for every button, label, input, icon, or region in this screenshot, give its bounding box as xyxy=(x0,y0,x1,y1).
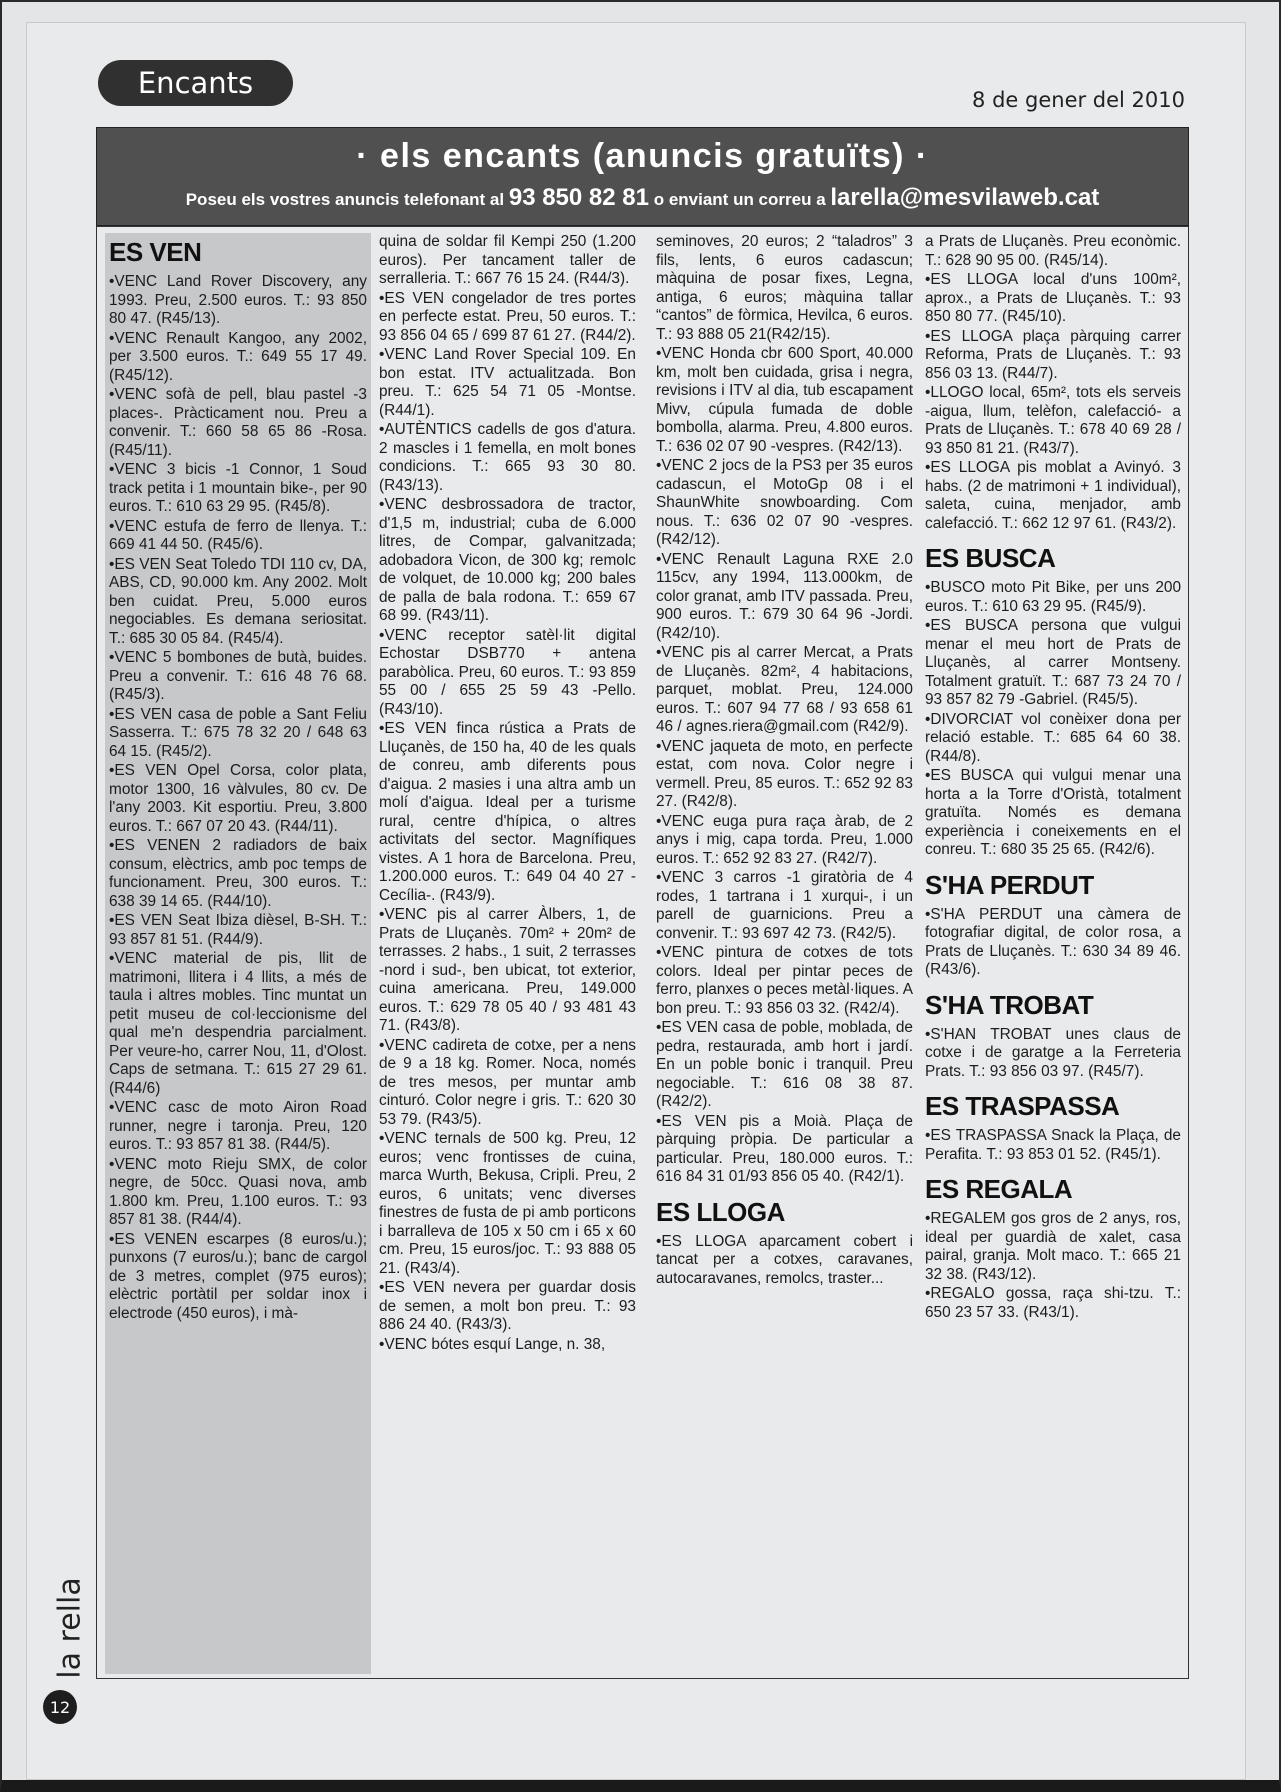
classified-ad: •ES LLOGA plaça pàrquing carrer Reforma, Prats de Lluçanès. T.: 93 856 03 13. (R44/7). xyxy=(925,327,1181,382)
column-1 xyxy=(105,233,371,1674)
classified-ad: •VENC pis al carrer Mercat, a Prats de Lluçanès. 82m², 4 habitacions, parquet, moblat. Preu, 124.000 euros. T.: 607 94 77 68 / 93 658 61 46 / agnes.riera@gmail.com (R42/9). xyxy=(656,644,913,735)
classified-ad: •LLOGO local, 65m², tots els serveis -aigua, llum, telèfon, calefacció- a Prats de Lluçanès. T.: 678 40 69 28 / 93 850 81 21. (R43/7). xyxy=(925,384,1181,457)
publication-brand xyxy=(50,1578,90,1678)
classified-ad: •VENC 3 carros -1 giratòria de 4 rodes, 1 tartrana i 1 xurqui-, i un parell de guarnicions. Preu a convenir. T.: 93 697 42 73. (R42/5). xyxy=(656,869,913,942)
banner-sub-middle: o enviant un correu a xyxy=(653,190,826,209)
classified-ad: •ES VEN congelador de tres portes en perfecte estat. Preu, 50 euros. T.: 93 856 04 65 / 699 87 61 27. (R44/2). xyxy=(379,289,636,344)
classified-ad: •VENC Renault Kangoo, any 2002, per 3.500 euros. T.: 649 55 17 49. (R45/12). xyxy=(109,329,367,384)
classified-ad: •S'HA PERDUT una càmera de fotografiar digital, de color rosa, a Prats de Lluçanès. T.: 630 34 89 46. (R43/6). xyxy=(925,905,1181,978)
classified-ad: •VENC casc de moto Airon Road runner, negre i taronja. Preu, 120 euros. T.: 93 857 81 38. (R44/5). xyxy=(109,1099,367,1153)
category-heading: ES VEN xyxy=(109,237,202,267)
classified-ad: •ES VENEN escarpes (8 euros/u.); punxons (7 euros/u.); banc de cargol de 3 metres, complet (975 euros); elèctric portàtil per soldar inox i electrode (450 euros), i mà- xyxy=(109,1230,367,1322)
classified-ad: •ES BUSCA qui vulgui menar una horta a la Torre d'Oristà, totalment gratuïta. Només es demana experiència i coneixements en el conreu. T.: 680 35 25 65. (R42/6). xyxy=(925,767,1181,858)
classified-ad: •VENC moto Rieju SMX, de color negre, de 50cc. Quasi nova, amb 1.800 km. Preu, 1.100 euros. T.: 93 857 81 38. (R44/4). xyxy=(109,1155,367,1228)
column-2 xyxy=(379,233,636,1674)
classified-ad: •VENC material de pis, llit de matrimoni, llitera i 4 llits, a més de taula i altres mobles. Tinc muntat un petit museu de col·leccionisme del qual me'n despendria parcialment. Per veure-ho, carrer Nou, 11, d'Olost. Caps de setmana. T.: 615 27 29 61. (R44/6) xyxy=(109,950,367,1097)
classified-ad: •ES VEN finca rústica a Prats de Lluçanès, de 150 ha, 40 de les quals de conreu, amb diferents pous d'aigua. 2 masies i una altra amb un molí d'aigua. Ideal per a turisme rural, centre d'hípica, o altres activitats del sector. Magnífiques vistes. A 1 hora de Barcelona. Preu, 1.200.000 euros. T.: 649 04 40 27 -Cecília-. (R43/9). xyxy=(379,720,636,904)
classifieds-body xyxy=(96,226,1189,1679)
classified-ad: •ES LLOGA local d'uns 100m², aprox., a Prats de Lluçanès. T.: 93 850 80 77. (R45/10). xyxy=(925,271,1181,325)
classified-ad: •VENC Land Rover Discovery, any 1993. Preu, 2.500 euros. T.: 93 850 80 47. (R45/13). xyxy=(109,273,367,327)
classified-ad: •VENC jaqueta de moto, en perfecte estat, com nova. Color negre i vermell. Preu, 85 euros. T.: 652 92 83 27. (R42/8). xyxy=(656,737,913,810)
classified-ad: •S'HAN TROBAT unes claus de cotxe i de garatge a la Ferreteria Prats. T.: 93 856 03 97. (R45/7). xyxy=(925,1025,1181,1080)
classified-ad: •ES VEN Seat Ibiza dièsel, B-SH. T.: 93 857 81 51. (R44/9). xyxy=(109,912,367,948)
classified-ad: •ES VEN nevera per guardar dosis de semen, a molt bon preu. T.: 93 886 24 40. (R43/3). xyxy=(379,1279,636,1333)
classified-ad: •ES VEN pis a Moià. Plaça de pàrquing pròpia. De particular a particular. Preu, 180.000 euros. T.: 616 84 31 01/93 856 05 40. (R42/1). xyxy=(656,1112,913,1185)
classified-ad: •VENC Land Rover Special 109. En bon estat. ITV actualitzada. Bon preu. T.: 625 54 71 05 -Montse. (R44/1). xyxy=(379,346,636,419)
classified-ad: •VENC Honda cbr 600 Sport, 40.000 km, molt ben cuidada, grisa i negra, revisions i ITV al dia, tub escapament Mivv, cúpula fumada de doble bombolla, alarma. Preu, 4.800 euros. T.: 636 02 07 90 -vespres. (R42/13). xyxy=(656,345,913,455)
classified-ad: •VENC pis al carrer Àlbers, 1, de Prats de Lluçanès. 70m² + 20m² de terrasses. 2 habs., 1 suit, 2 terrasses -nord i sud-, ben ubicat, tot exterior, cuina americana. Preu, 149.000 euros. T.: 629 78 05 40 / 93 481 43 71. (R43/8). xyxy=(379,906,636,1034)
classified-ad: •ES VEN casa de poble, moblada, de pedra, restaurada, amb hort i jardí. En un poble bonic i tranquil. Preu negociable. T.: 616 08 38 87. (R42/2). xyxy=(656,1019,913,1110)
classified-ad: •VENC estufa de ferro de llenya. T.: 669 41 44 50. (R45/6). xyxy=(109,517,367,553)
section-label xyxy=(98,60,293,106)
classified-ad: •VENC 5 bombones de butà, buides. Preu a convenir. T.: 616 48 76 68. (R45/3). xyxy=(109,649,367,703)
classified-ad: seminoves, 20 euros; 2 “taladros” 3 fils, lents, 6 euros cadascun; màquina de posar fixes, Legna, antiga, 6 euros; màquina tallar “cantos” de fòrmica, Hevilca, 6 euros. T.: 93 888 05 21(R42/15). xyxy=(656,233,913,343)
classified-ad: •VENC euga pura raça àrab, de 2 anys i mig, capa torda. Preu, 1.000 euros. T.: 652 92 83 27. (R42/7). xyxy=(656,812,913,867)
column-4 xyxy=(925,233,1181,1674)
section-label-text: Encants xyxy=(137,66,254,100)
classified-ad: •ES VEN Opel Corsa, color plata, motor 1300, 16 vàlvules, 80 cv. De l'any 2003. Kit esportiu. Preu, 3.800 euros. T.: 667 07 20 43. (R44/11). xyxy=(109,762,367,835)
classified-ad: •VENC Renault Laguna RXE 2.0 115cv, any 1994, 113.000km, de color granat, amb ITV passada. Preu, 900 euros. T.: 679 30 64 96 -Jordi. (R42/10). xyxy=(656,550,913,642)
banner-phone: 93 850 82 81 xyxy=(508,184,649,211)
banner-title: · els encants (anuncis gratuïts) · xyxy=(356,137,929,175)
column-3 xyxy=(656,233,913,1674)
classified-ad: •VENC receptor satèl·lit digital Echostar DSB770 + antena parabòlica. Preu, 60 euros. T.: 93 859 55 00 / 655 25 59 43 -Pello. (R43/10). xyxy=(379,626,636,718)
classified-ad: •VENC pintura de cotxes de tots colors. Ideal per pintar peces de ferro, planxes o peces metàl·liques. A bon preu. T.: 93 856 03 32. (R42/4). xyxy=(656,944,913,1017)
classified-ad: •VENC sofà de pell, blau pastel -3 places-. Pràcticament nou. Preu a convenir. T.: 660 58 65 86 -Rosa. (R45/11). xyxy=(109,386,367,459)
classified-ad: •VENC desbrossadora de tractor, d'1,5 m, industrial; cuba de 6.000 litres, de Compar, galvanitzada; adobadora Vicon, de 300 kg; remolc de volquet, de 10.000 kg; 200 bales de palla de bala rodona. T.: 659 67 68 99. (R43/11). xyxy=(379,496,636,624)
classified-ad: •VENC 2 jocs de la PS3 per 35 euros cadascun, el MotoGp 08 i el ShaunWhite snowboarding. Com nous. T.: 636 02 07 90 -vespres. (R42/12). xyxy=(656,457,913,548)
category-heading: ES TRASPASSA xyxy=(925,1091,1120,1121)
banner-subtitle xyxy=(97,184,1188,212)
issue-date: 8 de gener del 2010 xyxy=(972,88,1185,112)
classified-ad: •VENC ternals de 500 kg. Preu, 12 euros; venc frontisses de cuina, marca Wurth, Bekusa, Cripli. Preu, 2 euros, 6 unitats; venc diverses finestres de fusta de pi amb porticons i barralleva de 105 x 50 cm i 65 x 60 cm. Preu, 15 euros/joc. T.: 93 888 05 21. (R43/4). xyxy=(379,1130,636,1277)
classified-ad: •ES LLOGA pis moblat a Avinyó. 3 habs. (2 de matrimoni + 1 individual), saleta, cuina, menjador, amb calefacció. T.: 662 12 97 61. (R43/2). xyxy=(925,459,1181,532)
category-heading: ES BUSCA xyxy=(925,543,1056,573)
publication-brand-text: la rella xyxy=(52,1577,88,1679)
classified-ad: •ES TRASPASSA Snack la Plaça, de Perafita. T.: 93 853 01 52. (R45/1). xyxy=(925,1127,1181,1163)
banner-sub-prefix: Poseu els vostres anuncis telefonant al xyxy=(185,190,505,209)
classified-ad: •BUSCO moto Pit Bike, per uns 200 euros. T.: 610 63 29 95. (R45/9). xyxy=(925,579,1181,615)
classified-ad: •ES VENEN 2 radiadors de baix consum, elèctrics, amb poc temps de funcionament. Preu, 300 euros. T.: 638 39 14 65. (R44/10). xyxy=(109,837,367,910)
classified-ad: •AUTÈNTICS cadells de gos d'atura. 2 mascles i 1 femella, en molt bones condicions. T.: 665 93 30 80. (R43/13). xyxy=(379,421,636,494)
classified-ad: •VENC bótes esquí Lange, n. 38, xyxy=(379,1335,606,1353)
page-number xyxy=(43,1690,77,1724)
category-heading: ES REGALA xyxy=(925,1174,1073,1204)
classified-ad: quina de soldar fil Kempi 250 (1.200 euros). Per tancament taller de serralleria. T.: 667 76 15 24. (R44/3). xyxy=(379,233,636,287)
classified-ad: •REGALEM gos gros de 2 anys, ros, ideal per guardià de xalet, casa pairal, granja. Molt maco. T.: 665 21 32 38. (R43/12). xyxy=(925,1210,1181,1283)
classified-ad: •VENC 3 bicis -1 Connor, 1 Soud track petita i 1 mountain bike-, per 90 euros. T.: 610 63 29 95. (R45/8). xyxy=(109,461,367,515)
banner-email: larella@mesvilaweb.cat xyxy=(830,184,1100,211)
category-heading: S'HA PERDUT xyxy=(925,869,1094,900)
classifieds-banner xyxy=(96,127,1189,226)
category-heading: ES LLOGA xyxy=(656,1196,785,1227)
classified-ad: •DIVORCIAT vol conèixer dona per relació estable. T.: 685 64 60 38. (R44/8). xyxy=(925,710,1181,765)
classified-ad: •ES VEN casa de poble a Sant Feliu Sasserra. T.: 675 78 32 20 / 648 63 64 15. (R45/2). xyxy=(109,705,367,760)
classified-ad: •VENC cadireta de cotxe, per a nens de 9 a 18 kg. Romer. Noca, només de tres mesos, per muntar amb cinturó. Color negre i gris. T.: 620 30 53 79. (R43/5). xyxy=(379,1036,636,1128)
category-heading: S'HA TROBAT xyxy=(925,989,1094,1020)
classified-ad: a Prats de Lluçanès. Preu econòmic. T.: 628 90 95 00. (R45/14). xyxy=(925,233,1181,269)
page-number-text: 12 xyxy=(49,1697,71,1717)
classified-ad: •REGALO gossa, raça shi-tzu. T.: 650 23 57 33. (R43/1). xyxy=(925,1285,1181,1321)
classified-ad: •ES LLOGA aparcament cobert i tancat per a cotxes, caravanes, autocaravanes, remolcs, traster... xyxy=(656,1232,913,1287)
classified-ad: •ES BUSCA persona que vulgui menar el meu hort de Prats de Lluçanès, al carrer Montseny. Totalment gratuït. T.: 687 73 24 70 / 93 857 82 79 -Gabriel. (R45/5). xyxy=(925,617,1181,708)
classified-ad: •ES VEN Seat Toledo TDI 110 cv, DA, ABS, CD, 90.000 km. Any 2002. Molt ben cuidat. Preu, 5.000 euros negociables. Es demana seriositat. T.: 685 30 05 84. (R45/4). xyxy=(109,555,367,647)
